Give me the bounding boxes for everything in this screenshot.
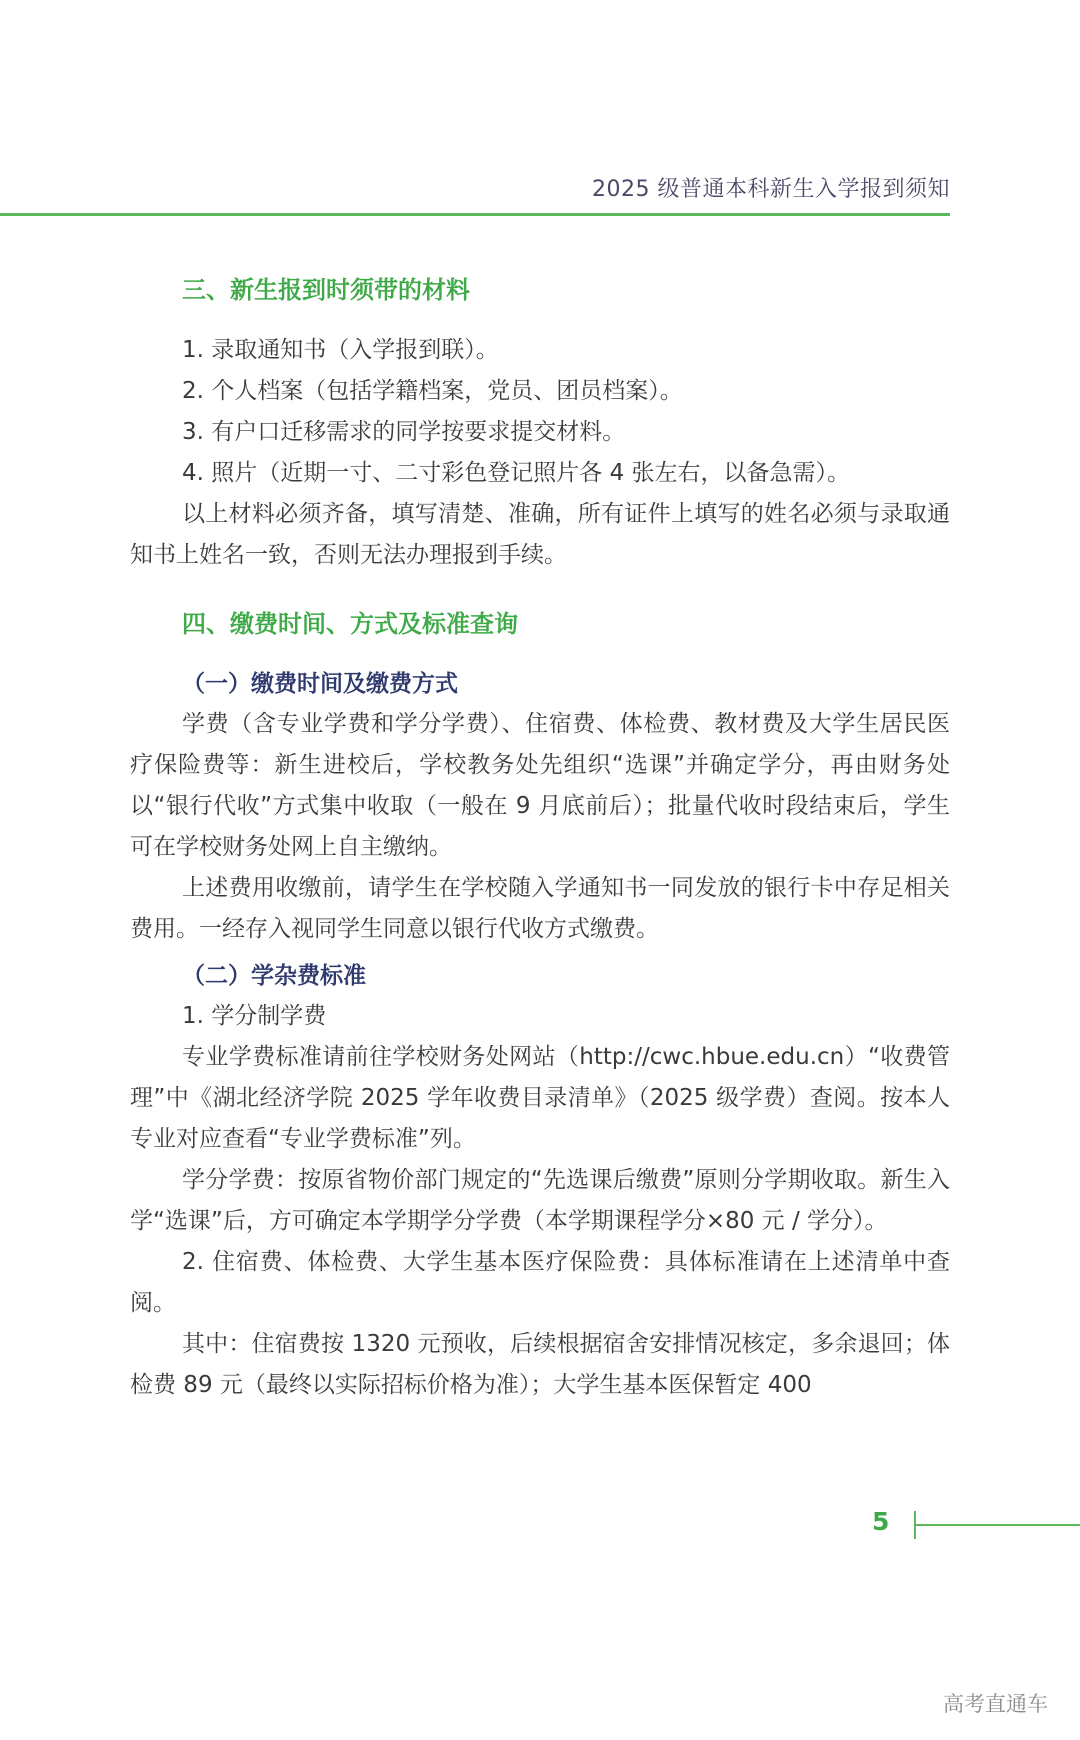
material-item-2: 2. 个人档案（包括学籍档案，党员、团员档案）。 xyxy=(182,378,683,404)
header-divider xyxy=(0,213,950,216)
material-item-4: 4. 照片（近期一寸、二寸彩色登记照片各 4 张左右，以备急需）。 xyxy=(182,460,851,486)
credit-fee-paragraph: 学分学费：按原省物价部门规定的“先选课后缴费”原则分学期收取。新生入学“选课”后，方可确定本学期学分学费（本学期课程学分×80 元 / 学分）。 xyxy=(130,1167,950,1234)
bank-card-paragraph: 上述费用收缴前，请学生在学校随入学通知书一同发放的银行卡中存足相关费用。一经存入视同学生同意以银行代收方式缴费。 xyxy=(130,875,950,942)
major-tuition-paragraph: 专业学费标准请前往学校财务处网站（http://cwc.hbue.edu.cn）“收费管理”中《湖北经济学院 2025 学年收费目录清单》（2025 级学费）查阅。按本人专业对应查看“专业学费标准”列。 xyxy=(130,1044,950,1152)
section-4-heading: 四、缴费时间、方式及标准查询 xyxy=(182,610,518,638)
footer-divider xyxy=(915,1524,1080,1526)
subsection-2-heading: （二）学杂费标准 xyxy=(182,963,366,989)
fee-details-paragraph: 其中：住宿费按 1320 元预收，后续根据宿舍安排情况核定，多余退回；体检费 89 元（最终以实际招标价格为准）；大学生基本医保暂定 400 xyxy=(130,1331,950,1398)
running-header-title: 2025 级普通本科新生入学报到须知 xyxy=(592,177,950,202)
section-3-heading: 三、新生报到时须带的材料 xyxy=(182,276,470,304)
materials-note: 以上材料必须齐备，填写清楚、准确，所有证件上填写的姓名必须与录取通知书上姓名一致，否则无法办理报到手续。 xyxy=(130,501,950,568)
material-item-3: 3. 有户口迁移需求的同学按要求提交材料。 xyxy=(182,419,626,445)
watermark-text: 高考直通车 xyxy=(943,1692,1048,1716)
payment-method-paragraph: 学费（含专业学费和学分学费）、住宿费、体检费、教材费及大学生居民医疗保险费等：新生进校后，学校教务处先组织“选课”并确定学分，再由财务处以“银行代收”方式集中收取（一般在 9 月底前后）；批量代收时段结束后，学生可在学校财务处网上自主缴纳。 xyxy=(130,711,950,860)
page-number: 5 xyxy=(872,1507,890,1536)
subsection-1-heading: （一）缴费时间及缴费方式 xyxy=(182,671,458,697)
credit-tuition-title: 1. 学分制学费 xyxy=(182,1003,327,1029)
material-item-1: 1. 录取通知书（入学报到联）。 xyxy=(182,337,499,363)
page-content xyxy=(130,270,950,1406)
other-fees-paragraph: 2. 住宿费、体检费、大学生基本医疗保险费：具体标准请在上述清单中查阅。 xyxy=(130,1249,950,1316)
